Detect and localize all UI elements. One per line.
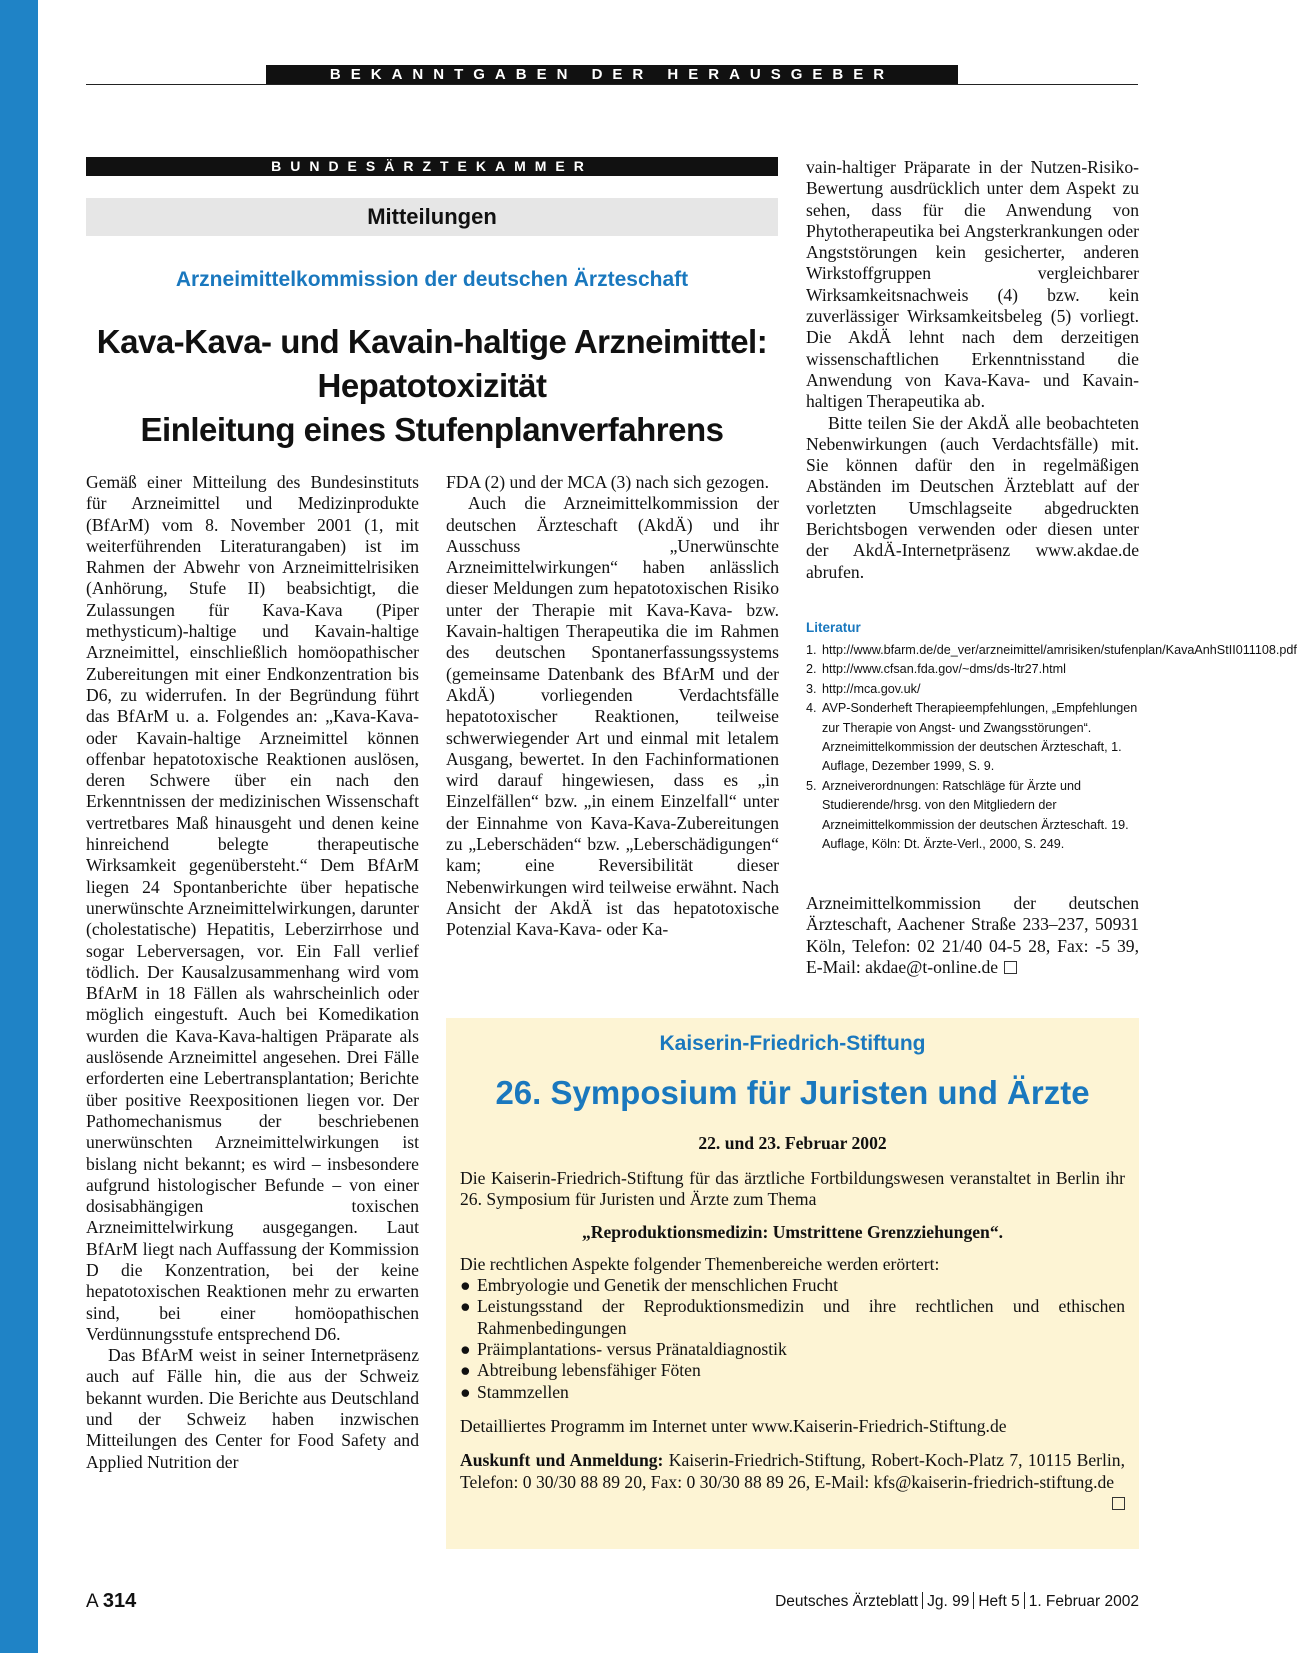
paragraph: Auch die Arzneimittelkommission der deutschen Ärzteschaft (AkdÄ) und ihr Ausschuss „Unerwünschte Arzneimittelwirkungen“ haben anlässlich dieser Meldungen zum hepatotoxischen Risiko unter der Therapie mit Kava-Kava- bzw. Kavain-haltigen Therapeutika die im Rahmen des deutschen Spontanerfassungssystems (gemeinsame Datenbank des BfArM und der AkdÄ) vorliegenden Verdachtsfälle hepatotoxischer Reaktionen, teilweise schwerwiegender Art und einmal mit letalem Ausgang, bewertet. In den Fachinformationen wird darauf hingewiesen, dass es „in Einzelfällen“ bzw. „in einem Einzelfall“ unter der Einnahme von Kava-Kava-Zubereitungen zu „Leberschäden“ bzw. „Leberschädigungen“ kam; eine Reversibilität dieser Nebenwirkungen wird teilweise erwähnt. Nach Ansicht der AkdÄ ist das hepatotoxische Potenzial Kava-Kava- oder Ka-	[446, 493, 779, 940]
event-program: Detailliertes Programm im Internet unter www.Kaiserin-Friedrich-Stiftung.de	[460, 1415, 1007, 1436]
section-subtitle: Mitteilungen	[86, 198, 778, 236]
event-body	[460, 1168, 1125, 1514]
journal-info	[775, 1592, 1139, 1611]
list-item	[460, 1296, 1125, 1339]
literature-number: 3.	[806, 681, 817, 696]
literature-link[interactable]: http://mca.gov.uk/	[822, 681, 921, 696]
literature-item	[806, 777, 1139, 855]
topic-text: Embryologie und Genetik der menschlichen Frucht	[477, 1275, 839, 1296]
literature-number: 4.	[806, 701, 817, 716]
literature-item	[806, 641, 1297, 660]
article-column-2	[446, 472, 779, 941]
journal-name: Deutsches Ärzteblatt	[775, 1593, 919, 1610]
paragraph: Bitte teilen Sie der AkdÄ alle beobachteten Nebenwirkungen (auch Verdachtsfälle) mit. Sie können dafür den in regelmäßigen Abständen im Deutschen Ärzteblatt auf der vorletzten Umschlagseite abgedruckten Berichtsbogen verwenden oder diesen unter der AkdÄ-Internetpräsenz www.akdae.de abrufen.	[806, 412, 1139, 582]
bullet-icon: ●	[460, 1296, 471, 1317]
literature-list	[806, 641, 1297, 854]
article-title-line: Einleitung eines Stufenplanverfahrens	[140, 411, 724, 448]
literature-item	[806, 699, 1139, 777]
left-color-bar	[0, 0, 38, 1653]
header-banner: BEKANNTGABEN DER HERAUSGEBER	[266, 65, 958, 84]
journal-volume: Jg. 99	[927, 1593, 970, 1610]
bullet-icon: ●	[460, 1381, 471, 1402]
literature-text: Arzneiverordnungen: Ratschläge für Ärzte und Studierende/hrsg. von den Mitgliedern der Arzneimittelkommission der deutschen Ärzteschaft. 19. Auflage, Köln: Dt. Ärzte-Verl., 2000, S. 249.	[822, 778, 1129, 852]
event-theme: „Reproduktionsmedizin: Umstrittene Grenzziehungen“.	[581, 1221, 1004, 1242]
topics-list	[460, 1275, 1125, 1403]
paragraph: Das BfArM weist in seiner Internetpräsenz auch auf Fälle hin, die aus der Schweiz bekannt wurden. Die Berichte aus Deutschland und der Schweiz haben inzwischen Mitteilungen des Center for Food Safety and Applied Nutrition der	[86, 1345, 419, 1472]
literature-number: 1.	[806, 643, 817, 657]
literature-link[interactable]: http://www.cfsan.fda.gov/~dms/ds-ltr27.html	[822, 662, 1066, 677]
list-item	[460, 1275, 1125, 1296]
article-title-line: Kava-Kava- und Kavain-haltige Arzneimittel:	[96, 323, 768, 360]
paragraph: FDA (2) und der MCA (3) nach sich gezogen.	[446, 472, 769, 492]
journal-issue: Heft 5	[978, 1593, 1020, 1610]
bullet-icon: ●	[460, 1360, 471, 1381]
contact-text: Kaiserin-Friedrich-Stiftung, Robert-Koch-Platz 7, 10115 Berlin, Telefon: 0 30/30 88 89 20, Fax: 0 30/30 88 89 26, E-Mail: kfs@kaiserin-friedrich-stiftung.de	[460, 1450, 1125, 1492]
page-number	[86, 1590, 136, 1613]
end-mark-icon	[1004, 961, 1017, 974]
literature-item	[806, 680, 1139, 699]
literature-section	[806, 620, 1297, 854]
literature-heading: Literatur	[806, 620, 861, 635]
event-organizer: Kaiserin-Friedrich-Stiftung	[659, 1032, 926, 1055]
topic-text: Stammzellen	[477, 1381, 569, 1402]
divider	[973, 1592, 974, 1609]
contact-label: Auskunft und Anmeldung:	[460, 1450, 664, 1471]
list-item	[460, 1382, 1125, 1403]
literature-number: 2.	[806, 662, 817, 677]
end-mark-icon	[1112, 1497, 1125, 1510]
contact-address	[806, 893, 1139, 978]
section-banner: BUNDESÄRZTEKAMMER	[86, 157, 778, 176]
divider	[922, 1592, 923, 1609]
paragraph: Gemäß einer Mitteilung des Bundesinstituts für Arzneimittel und Medizinprodukte (BfArM) vom 8. November 2001 (1, mit weiterführenden Literaturangaben) ist im Rahmen der Abwehr von Arzneimittelrisiken (Anhörung, Stufe II) beabsichtigt, die Zulassungen für Kava-Kava (Piper methysticum)-haltige und Kavain-haltige Arzneimittel, einschließlich homöopathischer Zubereitungen mit einer Endkonzentration bis D6, zu widerrufen. In der Begründung führt das BfArM u. a. Folgendes an: „Kava-Kava- oder Kavain-haltige Arzneimittel können offenbar hepatotoxische Reaktionen auslösen, deren Schwere über ein nach den Erkenntnissen der medizinischen Wissenschaft vertretbares Maß hinausgeht und denen keine hinreichend belegte therapeutische Wirksamkeit gegenübersteht.“ Dem BfArM liegen 24 Spontanberichte über hepatische unerwünschte Arzneimittelwirkungen, darunter (cholestatische) Hepatitis, Leberzirrhose und sogar Leberversagen, vor. Ein Fall verlief tödlich. Der Kausalzusammenhang wird vom BfArM in 18 Fällen als wahrscheinlich oder möglich eingestuft. Auch bei Komedikation wurden die Kava-Kava-haltigen Präparate als auslösende Arzneimittel angesehen. Drei Fälle erforderten eine Lebertransplantation; Berichte über positive Reexpositionen liegen vor. Der Pathomechanismus der beschriebenen unerwünschten Arzneimittelwirkungen ist bislang nicht bekannt; es wird – insbesondere aufgrund histologischer Befunde – von einer dosisabhängigen toxischen Arzneimittelwirkung ausgegangen. Laut BfArM liegt nach Auffassung der Kommission D die Konzentration, bei der keine hepatotoxischen Reaktionen mehr zu erwarten sind, bei einer homöopathischen Verdünnungsstufe entsprechend D6.	[86, 472, 419, 1344]
literature-item	[806, 660, 1139, 679]
literature-link[interactable]: http://www.bfarm.de/de_ver/arzneimittel/amrisiken/stufenplan/KavaAnhStII011108.pdf	[822, 643, 1297, 657]
article-title-line: Hepatotoxizität	[317, 367, 547, 404]
list-item	[460, 1360, 1125, 1381]
article-title	[86, 320, 778, 452]
literature-text: AVP-Sonderheft Therapieempfehlungen, „Empfehlungen zur Therapie von Angst- und Zwangsstörungen“. Arzneimittelkommission der deutschen Ärzteschaft, 1. Auflage, Dezember 1999, S. 9.	[822, 701, 1138, 774]
event-contact	[460, 1450, 1125, 1493]
literature-number: 5.	[806, 778, 817, 793]
event-intro: Die Kaiserin-Friedrich-Stiftung für das ärztliche Fortbildungswesen veranstaltet in Berlin ihr 26. Symposium für Juristen und Ärzte zum Thema	[460, 1168, 1125, 1210]
event-date: 22. und 23. Februar 2002	[698, 1133, 887, 1153]
event-box	[446, 1018, 1139, 1549]
bullet-icon: ●	[460, 1339, 471, 1360]
header-rule	[86, 84, 1138, 85]
article-column-3	[806, 157, 1139, 583]
topic-text: Leistungsstand der Reproduktionsmedizin und ihre rechtlichen und ethischen Rahmenbedingungen	[477, 1296, 1125, 1338]
page-number-value: 314	[102, 1590, 137, 1612]
bullet-icon: ●	[460, 1275, 471, 1296]
article-column-1	[86, 472, 419, 1473]
event-title: 26. Symposium für Juristen und Ärzte	[495, 1074, 1090, 1111]
article-kicker: Arzneimittelkommission der deutschen Ärzteschaft	[175, 268, 689, 291]
list-item	[460, 1339, 1125, 1360]
divider	[1024, 1592, 1025, 1609]
address-text: Arzneimittelkommission der deutschen Ärzteschaft, Aachener Straße 233–237, 50931 Köln, Telefon: 02 21/40 04-5 28, Fax: -5 39, E-Mail: akdae@t-online.de	[806, 893, 1139, 977]
topics-intro: Die rechtlichen Aspekte folgender Themenbereiche werden erörtert:	[460, 1253, 940, 1274]
end-mark	[460, 1493, 1125, 1514]
topic-text: Abtreibung lebensfähiger Föten	[477, 1360, 701, 1381]
journal-date: 1. Februar 2002	[1028, 1593, 1139, 1610]
page-prefix: A	[86, 1591, 98, 1612]
topic-text: Präimplantations- versus Pränataldiagnostik	[477, 1339, 787, 1360]
paragraph: vain-haltiger Präparate in der Nutzen-Risiko-Bewertung ausdrücklich unter dem Aspekt zu sehen, dass für die Anwendung von Phytotherapeutika bei Angsterkrankungen oder Angststörungen kein gesicherter, anderen Wirkstoffgruppen vergleichbarer Wirksamkeitsnachweis (4) bzw. kein zuverlässiger Wirksamkeitsbeleg (5) vorliegt. Die AkdÄ lehnt nach dem derzeitigen wissenschaftlichen Erkenntnisstand die Anwendung von Kava-Kava- und Kavain-haltigen Therapeutika ab.	[806, 157, 1139, 412]
